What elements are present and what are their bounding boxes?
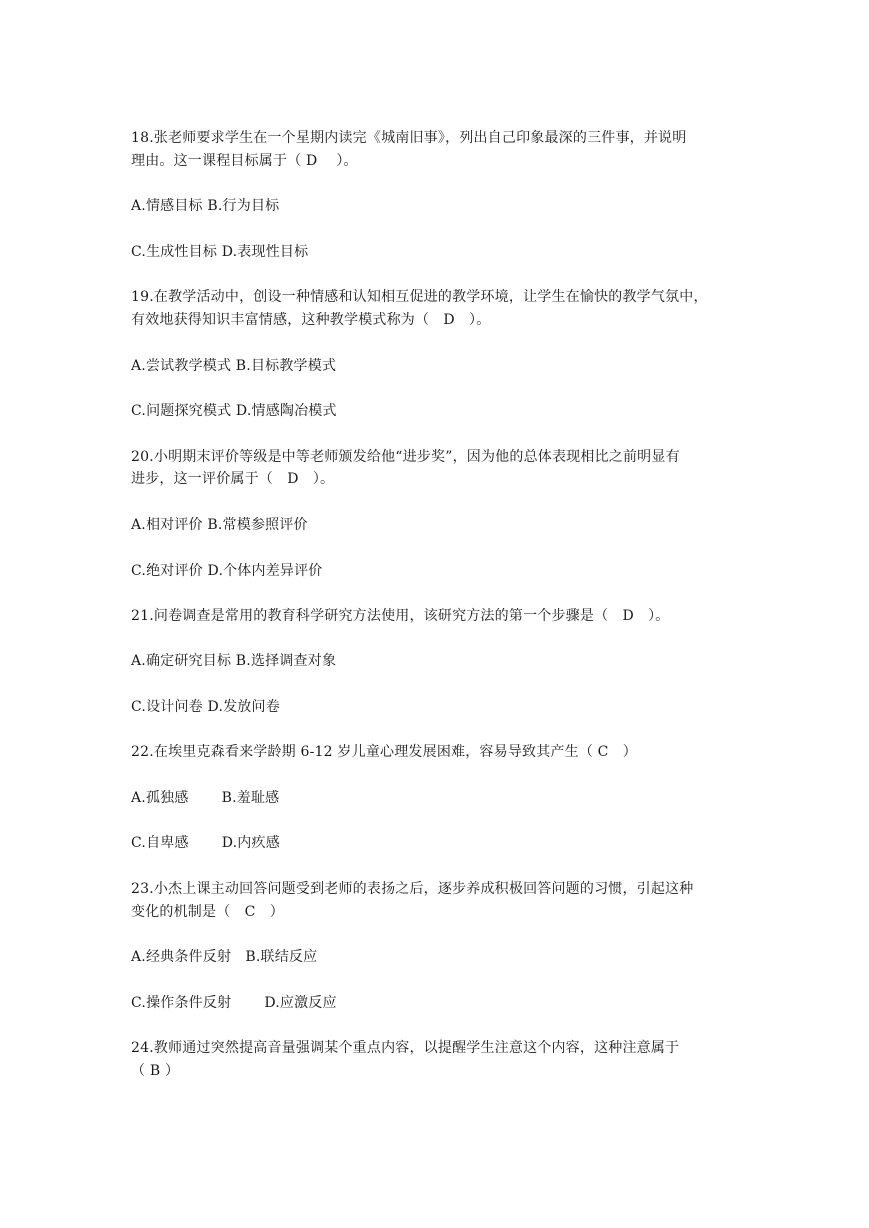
option-line: C.生成性目标 D.表现性目标: [131, 244, 309, 260]
question-stem-line: 理由。这一课程目标属于（ D ）。: [131, 153, 358, 169]
option-line: C.操作条件反射 D.应激反应: [131, 995, 337, 1011]
option-line: A.确定研究目标 B.选择调查对象: [131, 653, 337, 669]
question-stem-line: 有效地获得知识丰富情感，这种教学模式称为（ D ）。: [131, 312, 491, 328]
option-line: A.孤独感 B.羞耻感: [131, 790, 280, 806]
question-stem-line: 20.小明期末评价等级是中等老师颁发给他“进步奖”，因为他的总体表现相比之前明显有: [131, 449, 680, 465]
question-stem-line: 22.在埃里克森看来学龄期 6-12 岁儿童心理发展困难，容易导致其产生（ C ）: [131, 744, 637, 760]
option-line: C.绝对评价 D.个体内差异评价: [131, 563, 323, 579]
question-stem-line: 进步，这一评价属于（ D ）。: [131, 471, 335, 487]
question-stem-line: 19.在教学活动中，创设一种情感和认知相互促进的教学环境，让学生在愉快的教学气氛中，: [131, 289, 708, 305]
option-line: A.相对评价 B.常模参照评价: [131, 517, 308, 533]
option-line: A.经典条件反射 B.联结反应: [131, 949, 318, 965]
option-line: C.自卑感 D.内疚感: [131, 835, 280, 851]
option-line: A.尝试教学模式 B.目标教学模式: [131, 358, 337, 374]
question-stem-line: 21.问卷调查是常用的教育科学研究方法使用，该研究方法的第一个步骤是（ D ）。: [131, 608, 670, 624]
question-stem-line: 18.张老师要求学生在一个星期内读完《城南旧事》，列出自己印象最深的三件事，并说明: [131, 130, 687, 146]
option-line: C.问题探究模式 D.情感陶冶模式: [131, 403, 337, 419]
question-stem-line: （ B ）: [131, 1063, 180, 1079]
question-stem-line: 24.教师通过突然提高音量强调某个重点内容，以提醒学生注意这个内容，这种注意属于: [131, 1040, 680, 1056]
question-stem-line: 23.小杰上课主动回答问题受到老师的表扬之后，逐步养成积极回答问题的习惯，引起这种: [131, 881, 694, 897]
question-stem-line: 变化的机制是（ C ）: [131, 904, 284, 920]
option-line: A.情感目标 B.行为目标: [131, 198, 280, 214]
option-line: C.设计问卷 D.发放问卷: [131, 699, 280, 715]
